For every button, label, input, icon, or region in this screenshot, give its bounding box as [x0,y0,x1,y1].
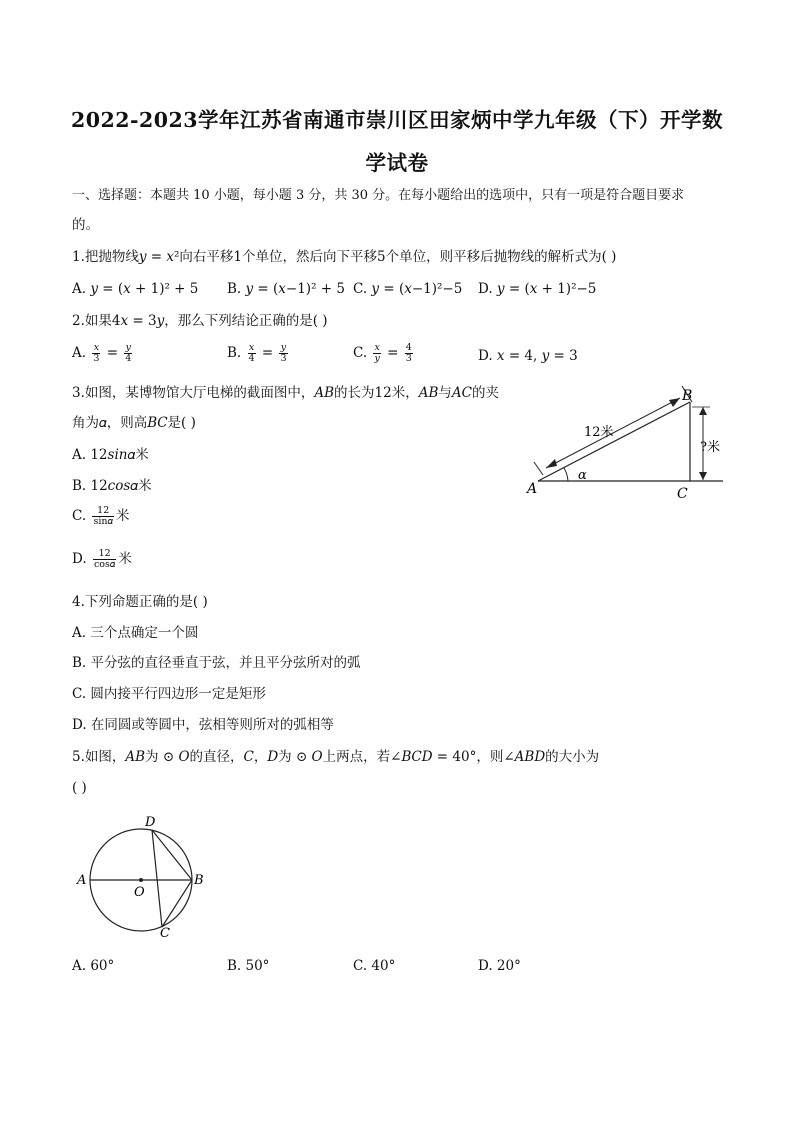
escalator-figure [520,380,730,505]
label-c: C [160,926,170,941]
label-c: C [677,486,688,502]
equals-sign: = [261,345,274,361]
fraction [279,343,287,364]
q1-option-d: D. 𝑦 = (𝑥 + 1)²−5 [478,281,597,297]
denominator: cos𝛼 [93,559,116,570]
denominator: 𝑦 [374,353,380,364]
fraction [248,343,256,364]
numerator: 12 [92,506,114,517]
arrow-head-a [546,459,557,468]
option-label: D. [72,551,87,567]
denominator: 3 [405,353,412,364]
q1-stem: 1.把抛物线𝑦 = 𝑥²向右平移1个单位，然后向下平移5个单位，则平移后抛物线的解析式为( ) [72,249,617,265]
q5-option-a: A. 60° [72,958,115,974]
q3-stem-line2: 角为𝛼，则高𝐵𝐶是( ) [72,415,196,431]
fraction [373,343,380,364]
q2-stem: 2.如果4𝑥 = 3𝑦，那么下列结论正确的是( ) [72,313,328,329]
option-label: B. [227,345,242,361]
unit: 米 [118,551,132,567]
q1-option-b: B. 𝑦 = (𝑥−1)² + 5 [227,281,345,297]
label-o: O [134,885,145,900]
angle-arc [564,468,568,481]
numerator: 𝑦 [280,342,287,353]
chord-dc [152,830,162,927]
option-label: C. [72,508,87,524]
numerator: 𝑥 [374,342,380,353]
q4-option-a: A. 三个点确定一个圆 [72,625,199,641]
q5-option-d: D. 20° [478,958,521,974]
denominator: 4 [125,353,132,364]
unit: 米 [115,508,130,524]
label-b: B [682,388,693,404]
option-label: A. [72,345,87,361]
denominator: 4 [248,353,255,364]
q5-option-c: C. 40° [353,958,396,974]
fraction [405,343,413,364]
q5-stem-line2: ( ) [72,780,87,796]
numerator: 12 [93,549,116,560]
denominator: 3 [280,353,287,364]
height-arrow-head-bottom [699,472,707,480]
q4-option-d: D. 在同圆或等圆中，弦相等则所对的弧相等 [72,717,334,733]
equals-sign: = [106,345,118,361]
equals-sign: = [387,345,399,361]
denominator: sin𝛼 [93,516,113,527]
fraction [93,549,116,570]
q3-option-a: A. 12𝑠𝑖𝑛𝛼米 [72,447,149,463]
fraction [92,506,114,527]
numerator: 𝑥 [248,342,255,353]
q2-option-c [353,343,415,364]
escalator-line-ab [538,402,690,481]
height-arrow-head-top [699,407,707,415]
q3-option-c [72,506,129,527]
label-b: B [194,873,204,888]
circle-figure [72,810,212,945]
q3-stem-line1: 3.如图，某博物馆大厅电梯的截面图中，𝐴𝐵的长为12米，𝐴𝐵与𝐴𝐶的夹 [72,385,499,401]
q1-option-a: A. 𝑦 = (𝑥 + 1)² + 5 [72,281,199,297]
end-tick-a [534,462,543,475]
numerator: 𝑥 [93,342,100,353]
q2-option-b [227,343,290,364]
q3-option-d [72,549,132,570]
fraction [124,343,132,364]
numerator: 𝑦 [125,342,131,353]
q2-option-d: D. 𝑥 = 4, 𝑦 = 3 [478,348,578,364]
label-a: A [527,481,538,497]
section-instructions-line1: 一、选择题：本题共 10 小题，每小题 3 分，共 30 分。在每小题给出的选项中，只有一项是符合题目要求 [72,188,685,203]
option-label: C. [353,345,368,361]
q2-option-a [72,343,134,364]
q4-option-b: B. 平分弦的直径垂直于弦，并且平分弦所对的弧 [72,655,361,671]
denominator: 3 [93,353,100,364]
chord-cb [162,880,192,927]
q5-stem-line1: 5.如图，𝐴𝐵为 ⊙ 𝑂的直径，𝐶，𝐷为 ⊙ 𝑂上两点，若∠𝐵𝐶𝐷 = 40°，则∠𝐴𝐵𝐷的大小为 [72,749,600,765]
section-instructions-line2: 的。 [72,217,99,233]
q1-option-c: C. 𝑦 = (𝑥−1)²−5 [353,281,463,297]
q4-option-c: C. 圆内接平行四边形一定是矩形 [72,686,266,702]
arrow-head-b [669,398,680,407]
label-d: D [145,815,156,830]
label-height: ?米 [700,440,720,455]
label-a: A [77,873,87,888]
q5-option-b: B. 50° [227,958,270,974]
label-alpha: α [578,468,587,483]
label-length: 12米 [584,425,614,440]
q4-stem: 4.下列命题正确的是( ) [72,594,208,610]
q3-option-b: B. 12𝑐𝑜𝑠𝛼米 [72,478,152,494]
exam-title-line2: 学试卷 [365,151,429,175]
center-dot [139,878,143,882]
numerator: 4 [405,342,412,353]
fraction [92,343,100,364]
exam-title-line1: 2022-2023学年江苏省南通市崇川区田家炳中学九年级（下）开学数 [70,108,724,132]
